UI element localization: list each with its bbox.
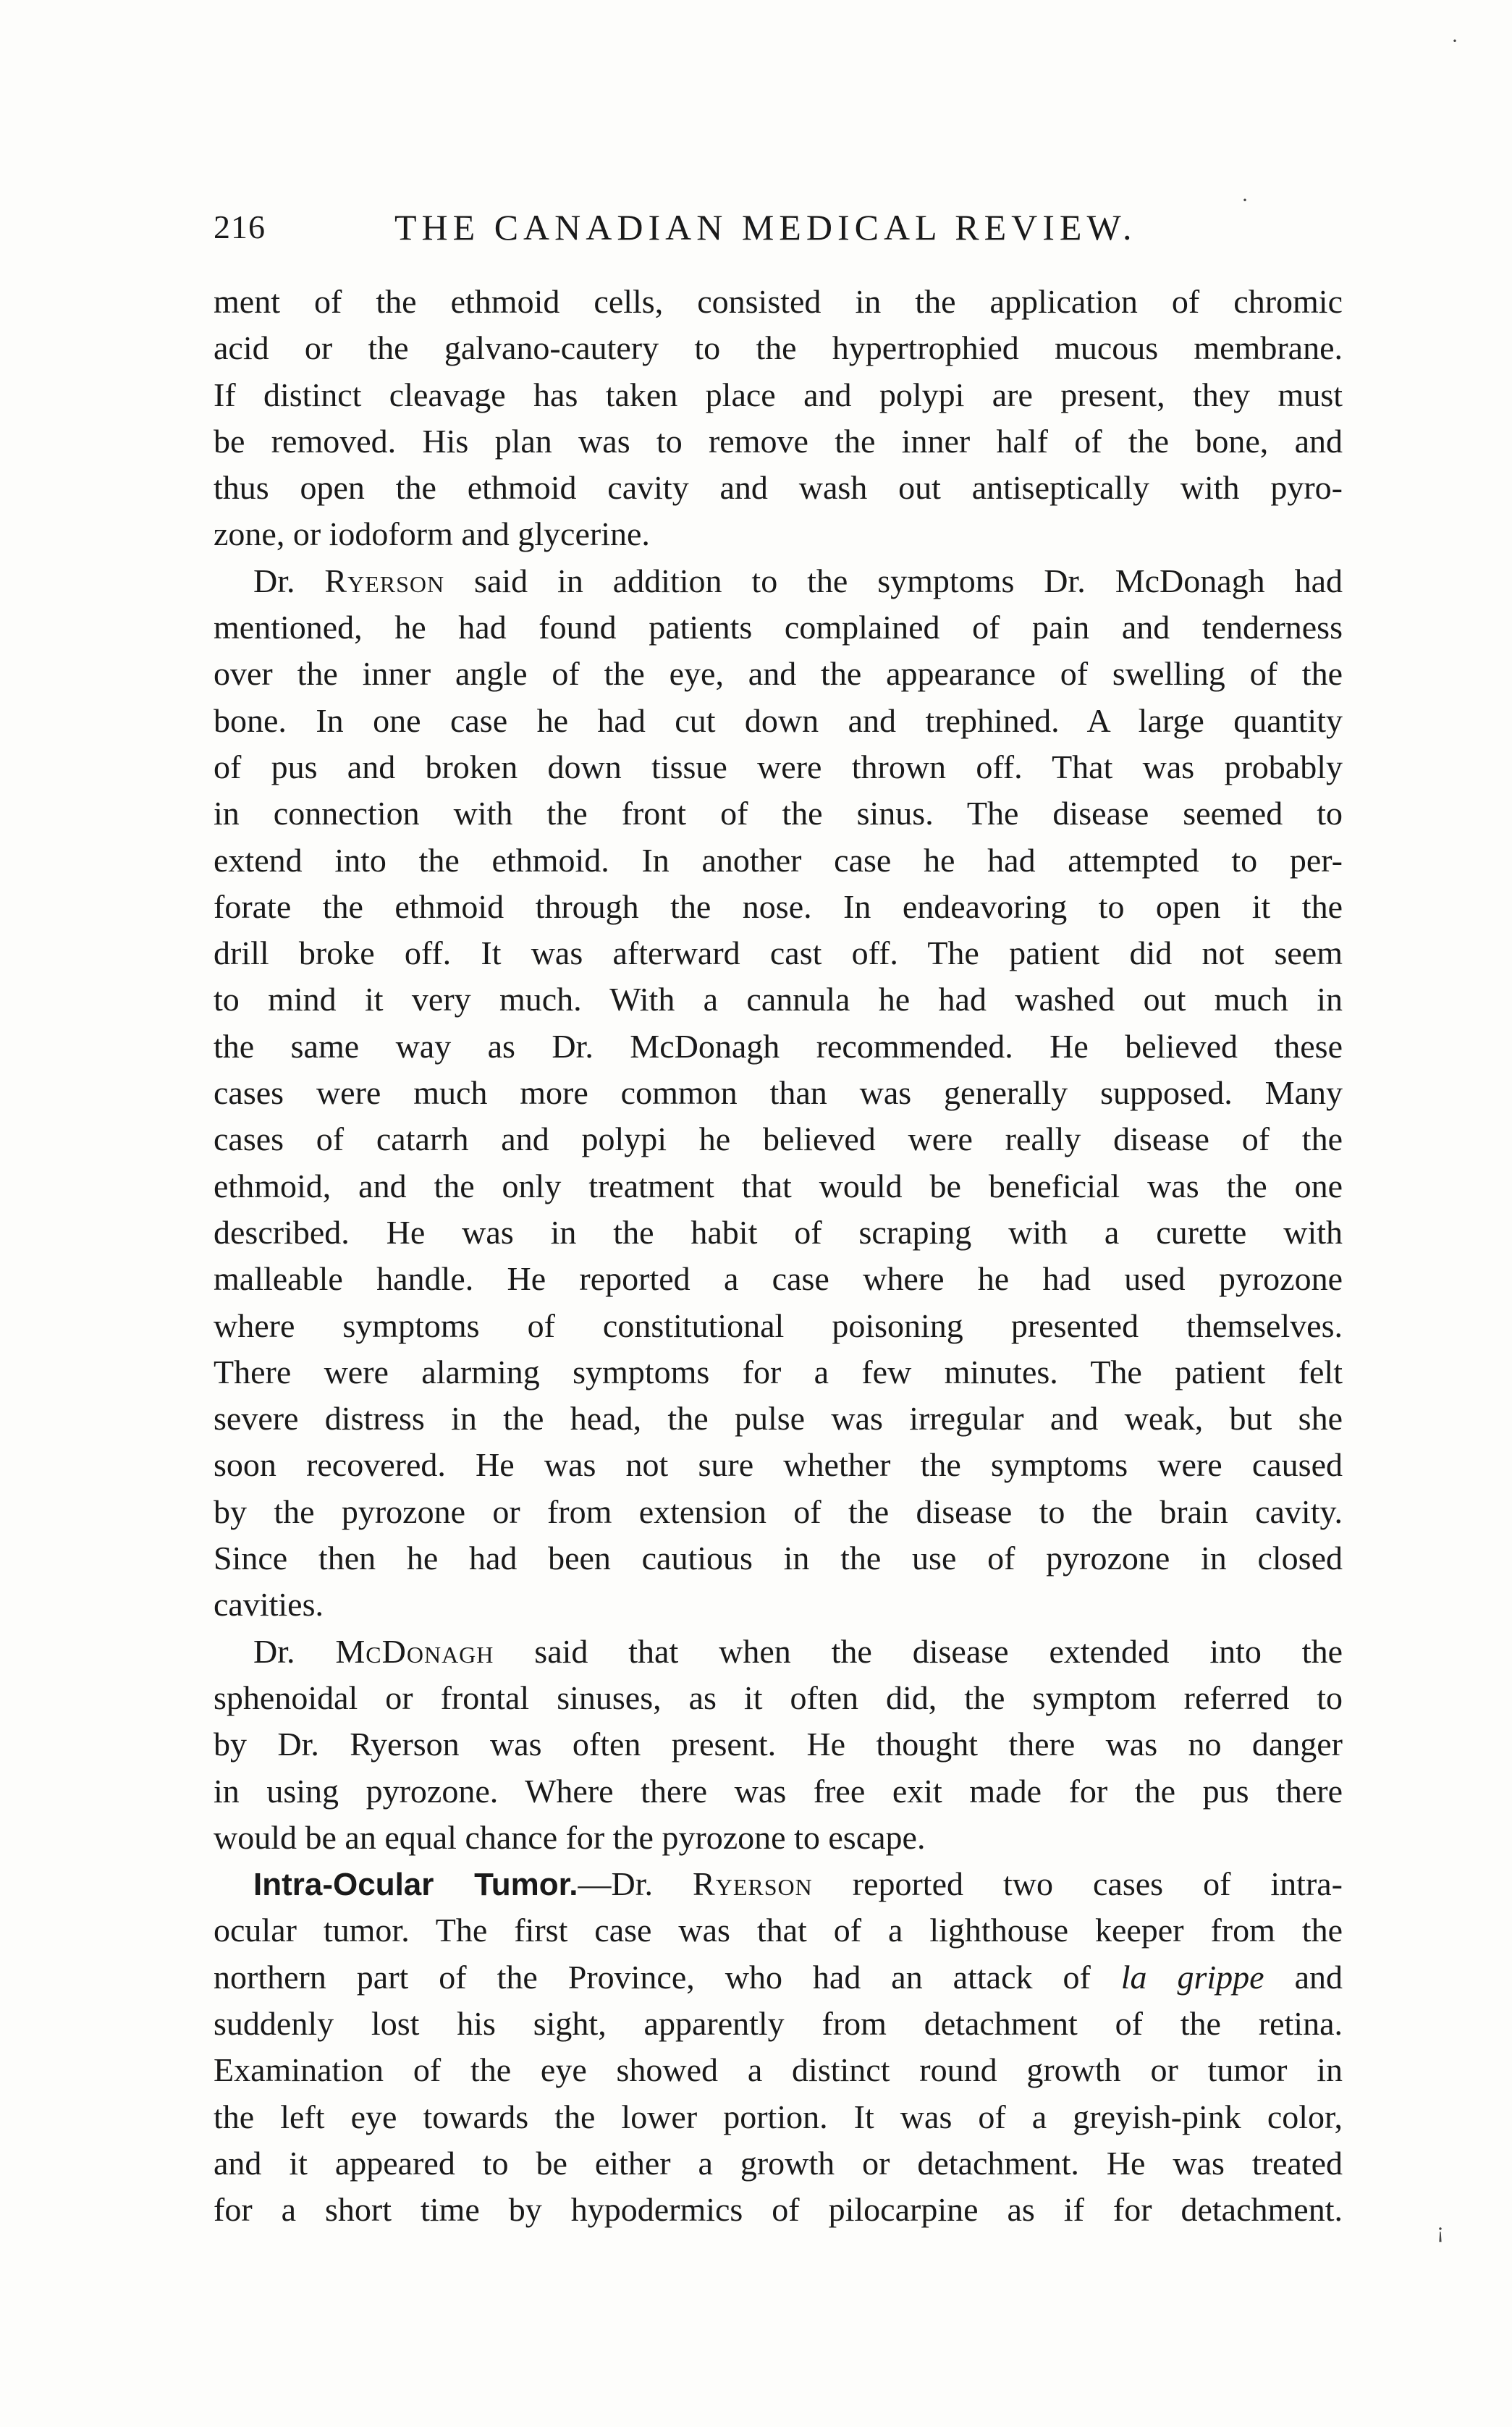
text-line: bone. In one case he had cut down and trephined. A large quantity [214, 701, 1343, 739]
paragraph-intra-ocular-tumor [214, 1861, 1343, 2233]
text-line: would be an equal chance for the pyrozone to escape. [214, 1818, 926, 1856]
text-line: mentioned, he had found patients complained of pain and tenderness [214, 609, 1343, 646]
text-line: for a short time by hypodermics of pilocarpine as if for detachment. [214, 2191, 1343, 2229]
text-line: extend into the ethmoid. In another case he had attempted to per- [214, 841, 1343, 879]
text-line [214, 1629, 1343, 1675]
body-text [214, 279, 1343, 2233]
paragraph-continuation [214, 279, 1343, 558]
text-line: ocular tumor. The first case was that of a lighthouse keeper from the [214, 1912, 1343, 1949]
text-line: suddenly lost his sight, apparently from detachment of the retina. [214, 2004, 1343, 2042]
text-line: soon recovered. He was not sure whether the symptoms were caused [214, 1446, 1343, 1484]
page-number: 216 [214, 208, 266, 245]
text-line: malleable handle. He reported a case where he had used pyrozone [214, 1260, 1343, 1298]
text-line: Examination of the eye showed a distinct round growth or tumor in [214, 2051, 1343, 2089]
text-line: acid or the galvano-cautery to the hypertrophied mucous membrane. [214, 329, 1343, 367]
text-line [214, 1861, 1343, 1907]
text-line: severe distress in the head, the pulse was irregular and weak, but she [214, 1400, 1343, 1438]
text-line: Since then he had been cautious in the use of pyrozone in closed [214, 1540, 1343, 1577]
text-line: and it appeared to be either a growth or detachment. He was treated [214, 2144, 1343, 2182]
speaker-name: Ryerson [693, 1865, 813, 1903]
line-text: northern part of the Province, who had an attack of [214, 1958, 1121, 1996]
speaker-name: Ryerson [324, 562, 445, 599]
text-line: sphenoidal or frontal sinuses, as it often did, the symptom referred to [214, 1679, 1343, 1716]
line-text: and [1264, 1958, 1343, 1996]
section-heading: Intra-Ocular Tumor. [253, 1867, 578, 1903]
speaker-prefix: Dr. [253, 562, 325, 599]
text-line: zone, or iodoform and glycerine. [214, 515, 650, 553]
text-line: If distinct cleavage has taken place and polypi are present, they must [214, 376, 1343, 413]
text-line: cavities. [214, 1586, 324, 1624]
text-line: where symptoms of constitutional poisoning presented themselves. [214, 1307, 1343, 1344]
speck-mark: ¡ [1437, 2219, 1444, 2242]
text-line: ment of the ethmoid cells, consisted in the application of chromic [214, 283, 1343, 320]
line-text: said in addition to the symptoms Dr. McDonagh had [444, 562, 1343, 599]
text-line: ethmoid, and the only treatment that would be beneficial was the one [214, 1167, 1343, 1204]
line-text: said that when the disease extended into the [494, 1632, 1343, 1670]
speck-mark: · [1451, 29, 1458, 53]
text-line: described. He was in the habit of scraping with a curette with [214, 1213, 1343, 1251]
running-title: THE CANADIAN MEDICAL REVIEW. [394, 207, 1137, 248]
paragraph-ryerson [214, 558, 1343, 1629]
italic-term: la grippe [1120, 1958, 1264, 1996]
text-line: by Dr. Ryerson was often present. He thought there was no danger [214, 1726, 1343, 1763]
text-line: over the inner angle of the eye, and the appearance of swelling of the [214, 655, 1343, 693]
text-line: drill broke off. It was afterward cast off. The patient did not seem [214, 934, 1343, 972]
text-line: of pus and broken down tissue were thrown off. That was probably [214, 748, 1343, 785]
paragraph-mcdonagh [214, 1629, 1343, 1861]
text-line: cases of catarrh and polypi he believed were really disease of the [214, 1120, 1343, 1158]
text-line: the same way as Dr. McDonagh recommended. He believed these [214, 1027, 1343, 1065]
text-line: forate the ethmoid through the nose. In endeavoring to open it the [214, 887, 1343, 925]
text-line: thus open the ethmoid cavity and wash out antiseptically with pyro- [214, 469, 1343, 507]
text-line: by the pyrozone or from extension of the disease to the brain cavity. [214, 1493, 1343, 1530]
speck-mark: · [1241, 188, 1249, 212]
text-line: be removed. His plan was to remove the inner half of the bone, and [214, 422, 1343, 460]
text-line [214, 1954, 1343, 2001]
dash-prefix: —Dr. [578, 1865, 693, 1903]
text-line: the left eye towards the lower portion. It was of a greyish-pink color, [214, 2098, 1343, 2135]
text-line: in using pyrozone. Where there was free exit made for the pus there [214, 1772, 1343, 1810]
text-line [214, 558, 1343, 604]
text-line: to mind it very much. With a cannula he had washed out much in [214, 981, 1343, 1018]
speaker-prefix: Dr. [253, 1632, 336, 1670]
speaker-name: McDonagh [335, 1632, 494, 1670]
text-line: cases were much more common than was generally supposed. Many [214, 1074, 1343, 1112]
text-line: in connection with the front of the sinus. The disease seemed to [214, 795, 1343, 832]
line-text: reported two cases of intra- [812, 1865, 1343, 1903]
text-line: There were alarming symptoms for a few minutes. The patient felt [214, 1353, 1343, 1390]
page-header [214, 199, 1343, 257]
